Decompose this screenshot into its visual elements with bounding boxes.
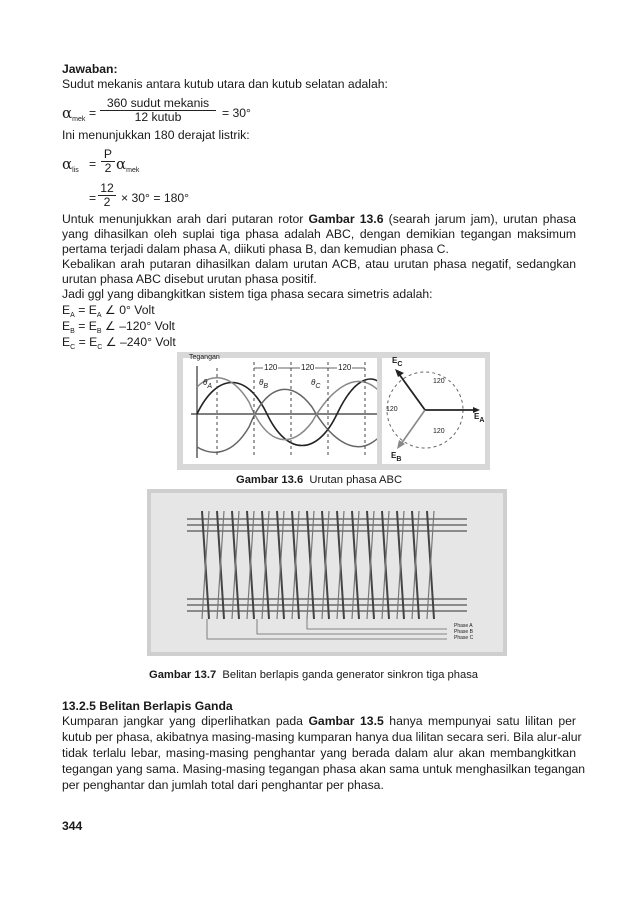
section-title: 13.2.5 Belitan Berlapis Ganda (62, 699, 233, 713)
equals-sign: = (89, 157, 97, 171)
fraction (100, 97, 216, 124)
figure-caption: Gambar 13.7 Belitan berlapis ganda generator sinkron tiga phasa (149, 669, 479, 681)
alpha-symbol: $\alpha_{lis}$ (62, 155, 79, 174)
numerator: P (101, 148, 115, 162)
ea-label: $E_A$ (474, 412, 485, 424)
figure-caption: Gambar 13.6 Urutan phasa ABC (236, 474, 403, 486)
theta-a-label: $\theta_A$ (203, 378, 213, 390)
paragraph-line: Jadi ggl yang dibangkitkan sistem tiga phasa secara simetris adalah: (62, 287, 433, 301)
angle-label: 120 (386, 406, 398, 413)
phasor-figure (377, 352, 490, 470)
alpha-symbol: $\alpha_{mek}$ (62, 104, 86, 123)
paragraph-line: urutan phasa ABC disebut urutan phasa positif. (62, 272, 317, 286)
denominator: 2 (104, 161, 112, 175)
theta-b-label: $\theta_B$ (259, 378, 269, 390)
theta-c-label: $\theta_C$ (311, 378, 321, 390)
paragraph-line: tegangan yang sama. Masing-masing tegangan phasa akan sama untuk menghasilkan tegangan (62, 762, 586, 776)
answer-heading: Jawaban: (62, 62, 118, 76)
equals-sign: = (89, 191, 97, 205)
angle-label: 120 (433, 378, 445, 385)
phase-legend: Phase A Phase B Phase C (454, 623, 474, 641)
paragraph-line: pertama terjadi dalam phasa A, diikuti phasa B, dan kemudian phasa C. (62, 242, 449, 256)
phasor-eb: $E_B = E_B$ ∠ –120° Volt (62, 319, 175, 335)
ec-label: $E_C$ (392, 356, 403, 368)
eb-label: $E_B$ (391, 451, 402, 463)
winding-figure (147, 489, 507, 656)
paragraph-line: per penghantar dan jumlah total dari penghantar per phasa. (62, 778, 384, 792)
span-label: 120 (301, 363, 315, 372)
paragraph-line: tidak terlalu lebar, masing-masing penghantar yang berada dalam alur akan membangkitkan (62, 746, 576, 760)
numerator: 12 (98, 182, 116, 196)
paragraph-line: kutub per phasa, akibatnya masing-masing kumparan hanya dua lilitan secara seri. Bila alur-alur (62, 730, 582, 744)
paragraph-line: Untuk menunjukkan arah dari putaran rotor Gambar 13.6 (searah jarum jam), urutan phasa (62, 212, 577, 226)
text-line: Ini menunjukkan 180 derajat listrik: (62, 128, 250, 142)
equals-sign: = (89, 106, 97, 120)
y-axis-label: Tegangan (189, 354, 220, 361)
numerator: 360 sudut mekanis (100, 97, 216, 111)
paragraph-line: yang dihasilkan oleh suplai tiga phasa adalah ABC, dengan demikian tegangan maksimum (62, 227, 576, 241)
paragraph-line: Kumparan jangkar yang diperlihatkan pada Gambar 13.5 hanya mempunyai satu lilitan per (62, 714, 576, 728)
span-label: 120 (338, 363, 352, 372)
result: = 30° (222, 106, 251, 120)
span-label: 120 (264, 363, 278, 372)
fraction (98, 182, 116, 209)
alpha-symbol: $\alpha_{mek}$ (116, 155, 140, 174)
phasor-ec: $E_C = E_C$ ∠ –240° Volt (62, 335, 176, 351)
fraction (101, 148, 115, 175)
result: × 30° = 180° (121, 191, 190, 205)
text-line: Sudut mekanis antara kutub utara dan kutub selatan adalah: (62, 77, 388, 91)
phasor-ea: $E_A = E_A$ ∠ 0° Volt (62, 303, 155, 319)
page-number: 344 (62, 819, 83, 833)
denominator: 2 (103, 195, 111, 209)
denominator: 12 kutub (134, 110, 182, 124)
paragraph-line: Kebalikan arah putaran dihasilkan dalam urutan ACB, atau urutan phasa negatif, sedangkan (62, 257, 576, 271)
angle-label: 120 (433, 428, 445, 435)
